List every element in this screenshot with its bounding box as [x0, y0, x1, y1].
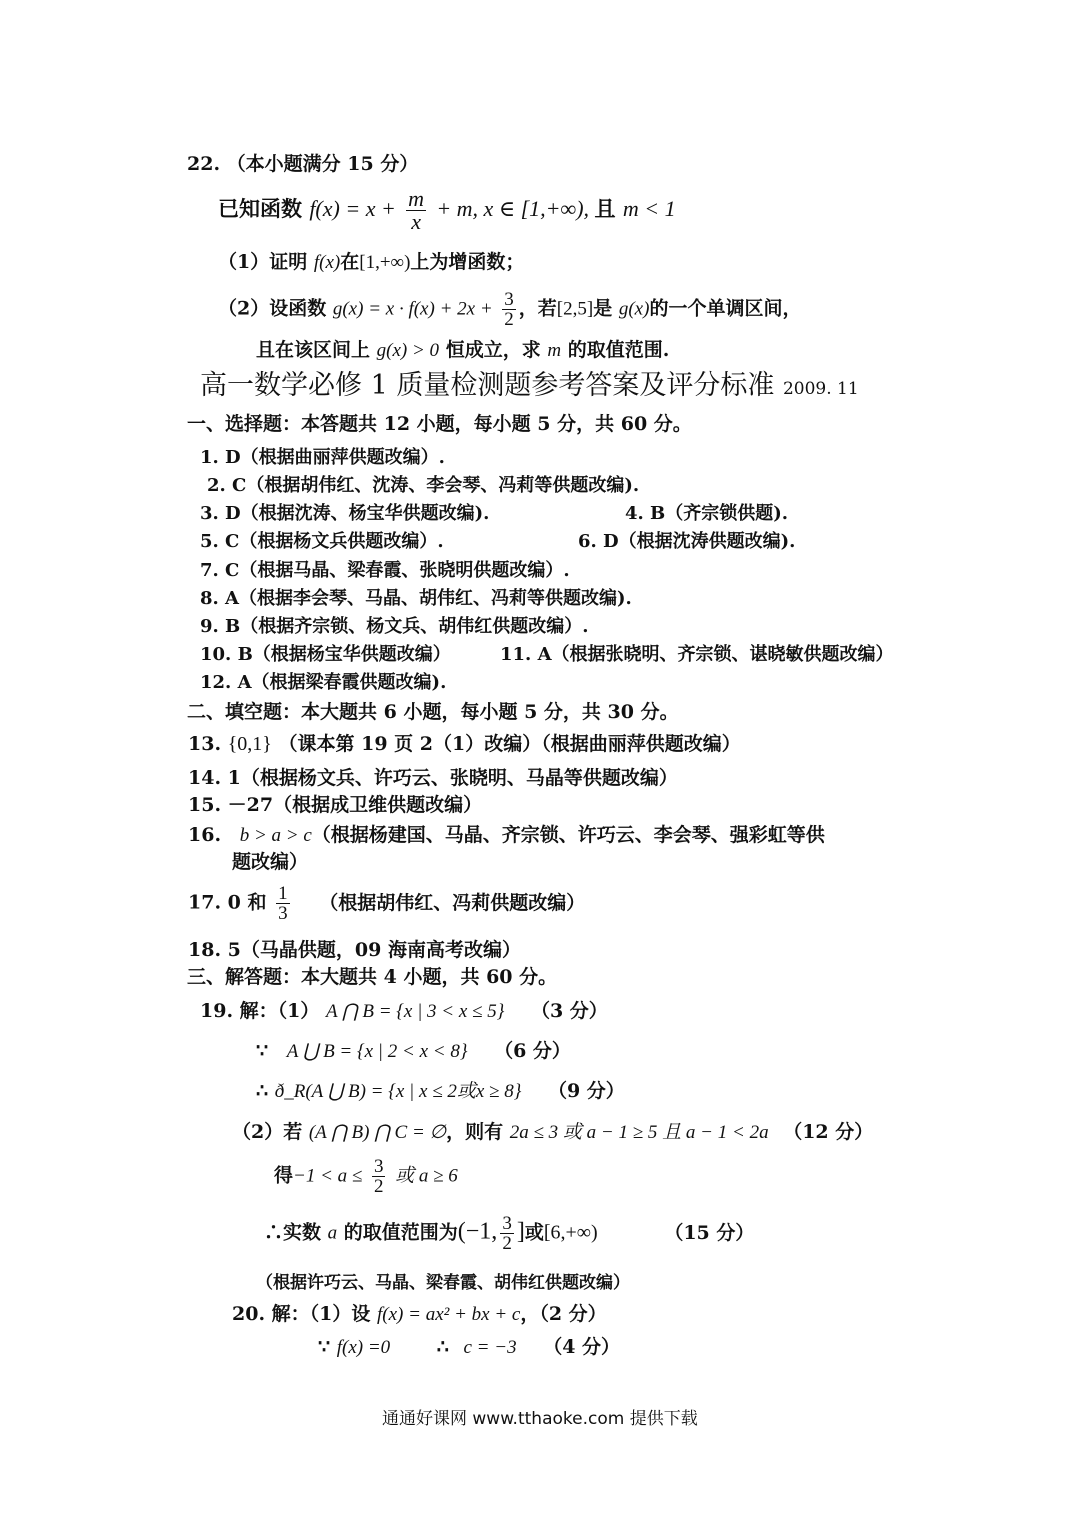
answer-16: 16. b > a > c（根据杨建国、马晶、齐宗锁、许巧云、李会琴、强彩虹等供 — [188, 824, 825, 846]
answer-19-get-fraction: $\frac{3}{2}$ — [373, 1156, 384, 1197]
answer-19-range: ∴实数 a 的取值范围为(−1, $\frac{3}{2}$ ]或[6,+∞) （15 分） — [264, 1213, 755, 1254]
answer-19-source: （根据许巧云、马晶、梁春霞、胡伟红供题改编） — [256, 1273, 630, 1293]
q22-given-cond-text: 且 — [594, 196, 616, 221]
answer-18: 18. 5（马晶供题，09 海南高考改编） — [188, 939, 521, 961]
answer-7: 7. C（根据马晶、梁春霞、张晓明供题改编）. — [200, 560, 570, 581]
answer-13: 13. {0,1} （课本第 19 页 2（1）改编）（根据曲丽萍供题改编） — [188, 733, 741, 755]
answer-20-given: ∵ f(x) =0 ∴ c = −3 （4 分） — [318, 1336, 621, 1358]
answer-12: 12. A（根据梁春霞供题改编). — [200, 672, 447, 693]
answer-14: 14. 1（根据杨文兵、许巧云、张晓明、马晶等供题改编） — [188, 767, 678, 789]
q22-given-cond: m < 1 — [622, 196, 676, 221]
answer-title-text: 高一数学必修 1 质量检测题参考答案及评分标准 — [200, 370, 775, 401]
q22-given — [218, 188, 676, 233]
answer-4: 4. B（齐宗锁供题). — [625, 503, 789, 524]
q22-given-fx: f(x) = x + — [309, 196, 396, 221]
answer-19-range-fraction: $\frac{3}{2}$ — [502, 1213, 512, 1254]
answer-2: 2. C（根据胡伟红、沈涛、李会琴、冯莉等供题改编). — [207, 475, 640, 496]
section3-header: 三、解答题：本大题共 4 小题，共 60 分。 — [187, 966, 558, 988]
q22-part2: （2）设函数 g(x) = x · f(x) + 2x + $\frac{3}{2}$ ，若[2,5]是 g(x)的一个单调区间， — [218, 289, 802, 330]
q22-given-rest: + m, x ∈ [1,+∞), — [436, 196, 595, 221]
q22-header: 22. （本小题满分 15 分） — [187, 153, 419, 175]
answer-6: 6. D（根据沈涛供题改编). — [578, 531, 796, 552]
answer-19-part1: 19. 解：（1） A ⋂ B = {x | 3 < x ≤ 5} （3 分） — [200, 1000, 608, 1022]
q22-given-prefix: 已知函数 — [218, 196, 302, 221]
answer-date: 2009. 11 — [782, 379, 859, 399]
answer-17: 17. 0 和 $\frac{1}{3}$ （根据胡伟红、冯莉供题改编） — [188, 883, 586, 924]
q22-part1: （1）证明 f(x)在[1,+∞)上为增函数； — [218, 251, 525, 273]
answer-1: 1. D（根据曲丽萍供题改编）. — [200, 447, 445, 468]
answer-15: 15. －27（根据成卫维供题改编） — [188, 794, 483, 816]
q22-part2-fraction: $\frac{3}{2}$ — [504, 289, 514, 330]
answer-9: 9. B（根据齐宗锁、杨文兵、胡伟红供题改编）. — [200, 616, 589, 637]
answer-19-get: 得−1 < a ≤ $\frac{3}{2}$ 或 a ≥ 6 — [274, 1156, 458, 1197]
answer-5: 5. C（根据杨文兵供题改编）. — [200, 531, 444, 552]
answer-3: 3. D（根据沈涛、杨宝华供题改编). — [200, 503, 490, 524]
q22-part2-cont: 且在该区间上 g(x) > 0 恒成立，求 m 的取值范围. — [256, 339, 670, 361]
answer-8: 8. A（根据李会琴、马晶、胡伟红、冯莉等供题改编). — [200, 588, 632, 609]
answer-17-fraction: $\frac{1}{3}$ — [278, 883, 288, 924]
answer-19-union: ∵ A ⋃ B = {x | 2 < x < 8} （6 分） — [256, 1040, 571, 1062]
answer-19-part2: （2）若 (A ⋂ B) ⋂ C = ∅，则有 2a ≤ 3 或 a − 1 ≥ 5 且 a − 1 < 2a （12 分） — [232, 1121, 874, 1143]
answer-19-complement: ∴ ð_R(A ⋃ B) = {x | x ≤ 2或x ≥ 8} （9 分） — [256, 1080, 625, 1102]
answer-20-part1: 20. 解：（1）设 f(x) = ax² + bx + c，（2 分） — [232, 1303, 607, 1325]
answer-10: 10. B（根据杨宝华供题改编） — [200, 644, 451, 665]
page-footer: 通通好课网 www.tthaoke.com 提供下载 — [382, 1409, 698, 1429]
section2-header: 二、填空题：本大题共 6 小题，每小题 5 分，共 30 分。 — [187, 701, 679, 723]
answer-16-cont: 题改编） — [232, 851, 309, 873]
answer-title — [200, 370, 859, 401]
section1-header: 一、选择题：本答题共 12 小题，每小题 5 分，共 60 分。 — [187, 413, 692, 435]
answer-11: 11. A（根据张晓明、齐宗锁、谌晓敏供题改编） — [500, 644, 894, 665]
q22-given-fraction: $\frac{m}{x}$ — [408, 186, 425, 234]
